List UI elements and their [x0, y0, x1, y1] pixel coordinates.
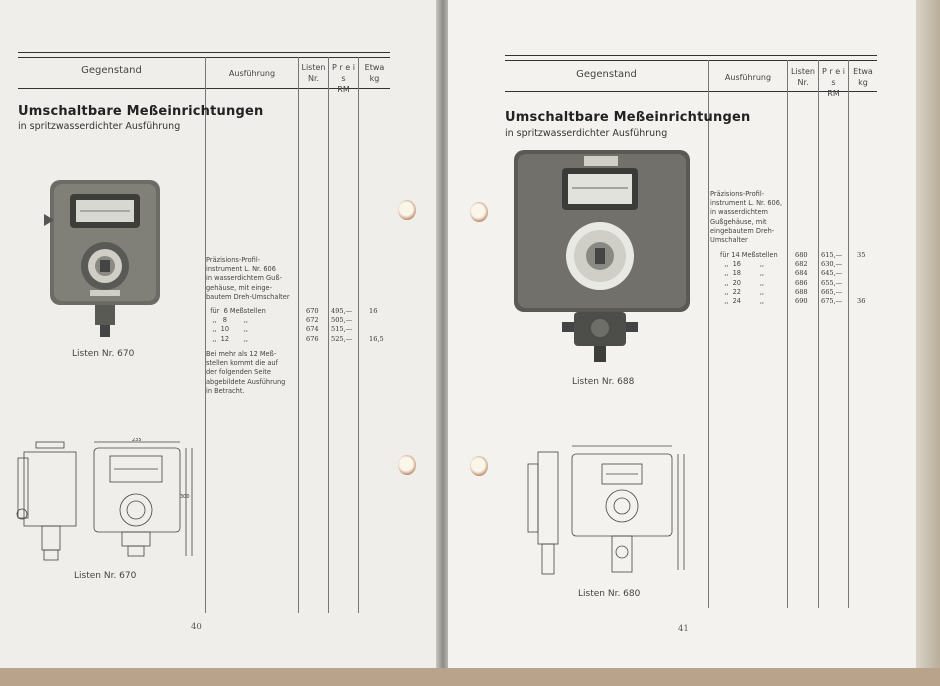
- photo-caption: Listen Nr. 670: [72, 349, 135, 359]
- kg-values: 16 16,5: [369, 307, 384, 343]
- punch-hole: [470, 202, 488, 222]
- page-number: 41: [678, 624, 689, 634]
- header-preis: P r e i s RM: [822, 67, 845, 98]
- description: Präzisions-Profil- instrument L. Nr. 606, in wasserdichtem Gußgehäuse, mit eingebautem Dreh- Umschalter: [710, 190, 783, 245]
- column-divider: [708, 60, 709, 608]
- punch-hole: [398, 200, 416, 220]
- drawing-caption: Listen Nr. 680: [578, 589, 641, 599]
- punch-hole: [470, 456, 488, 476]
- section-subtitle: in spritzwasserdichter Ausführung: [505, 128, 668, 139]
- column-divider: [818, 60, 819, 608]
- header-etwa: Etwa kg: [853, 67, 873, 87]
- header-etwa: Etwa kg: [364, 63, 385, 83]
- header-ausfuehrung: Ausführung: [228, 69, 276, 78]
- right-page: [448, 0, 918, 686]
- punch-hole: [398, 455, 416, 475]
- description: Präzisions-Profil- instrument L. Nr. 606 in wasserdichtem Guß- gehäuse, mit einge- bautem Dreh-Umschalter: [206, 256, 290, 301]
- column-divider: [787, 60, 788, 608]
- column-divider: [328, 57, 329, 613]
- header-top-rule: [18, 52, 390, 53]
- section-title: Umschaltbare Meßeinrichtungen: [18, 104, 264, 119]
- column-divider: [298, 57, 299, 613]
- instrument-688-photo: [514, 150, 694, 372]
- preis-values: 495,— 505,— 515,— 525,—: [331, 307, 353, 343]
- instrument-670-photo: [40, 180, 170, 340]
- instrument-680-drawing: [518, 440, 698, 590]
- header-top-rule-2: [505, 60, 877, 61]
- header-top-rule-2: [18, 57, 390, 58]
- header-listen: Listen Nr.: [791, 67, 815, 87]
- header-listen: Listen Nr.: [301, 63, 326, 83]
- instrument-670-drawing: [14, 438, 199, 568]
- header-preis: P r e i s RM: [332, 63, 355, 94]
- svg-text:300: 300: [180, 494, 190, 500]
- section-subtitle: in spritzwasserdichter Ausführung: [18, 121, 181, 132]
- variant-rows: für 6 Meßstellen ,, 8 ,, ,, 10 ,, ,, 12 ,,: [210, 307, 266, 343]
- section-title: Umschaltbare Meßeinrichtungen: [505, 110, 751, 125]
- page-edge-right: [916, 0, 940, 686]
- header-gegenstand: Gegenstand: [576, 69, 637, 80]
- drawing-caption: Listen Nr. 670: [74, 571, 137, 581]
- photo-caption: Listen Nr. 688: [572, 377, 635, 387]
- svg-text:235: 235: [132, 438, 142, 443]
- column-divider: [358, 57, 359, 613]
- header-top-rule: [505, 55, 877, 56]
- kg-values: 35 36: [857, 251, 866, 306]
- preis-values: 615,— 630,— 645,— 655,— 665,— 675,—: [821, 251, 843, 306]
- left-page: [0, 0, 438, 686]
- note: Bei mehr als 12 Meß- stellen kommt die auf der folgenden Seite abgebildete Ausführung in Betracht.: [206, 350, 286, 395]
- page-number: 40: [191, 622, 202, 632]
- listen-nr-values: 680 682 684 686 688 690: [795, 251, 808, 306]
- header-ausfuehrung: Ausführung: [724, 73, 772, 82]
- page-edge-bottom: [0, 668, 940, 686]
- listen-nr-values: 670 672 674 676: [306, 307, 319, 343]
- header-gegenstand: Gegenstand: [81, 65, 142, 76]
- variant-rows: für 14 Meßstellen ,, 16 ,, ,, 18 ,, ,, 20 ,, ,, 22 ,, ,, 24 ,,: [720, 251, 778, 306]
- column-divider: [848, 60, 849, 608]
